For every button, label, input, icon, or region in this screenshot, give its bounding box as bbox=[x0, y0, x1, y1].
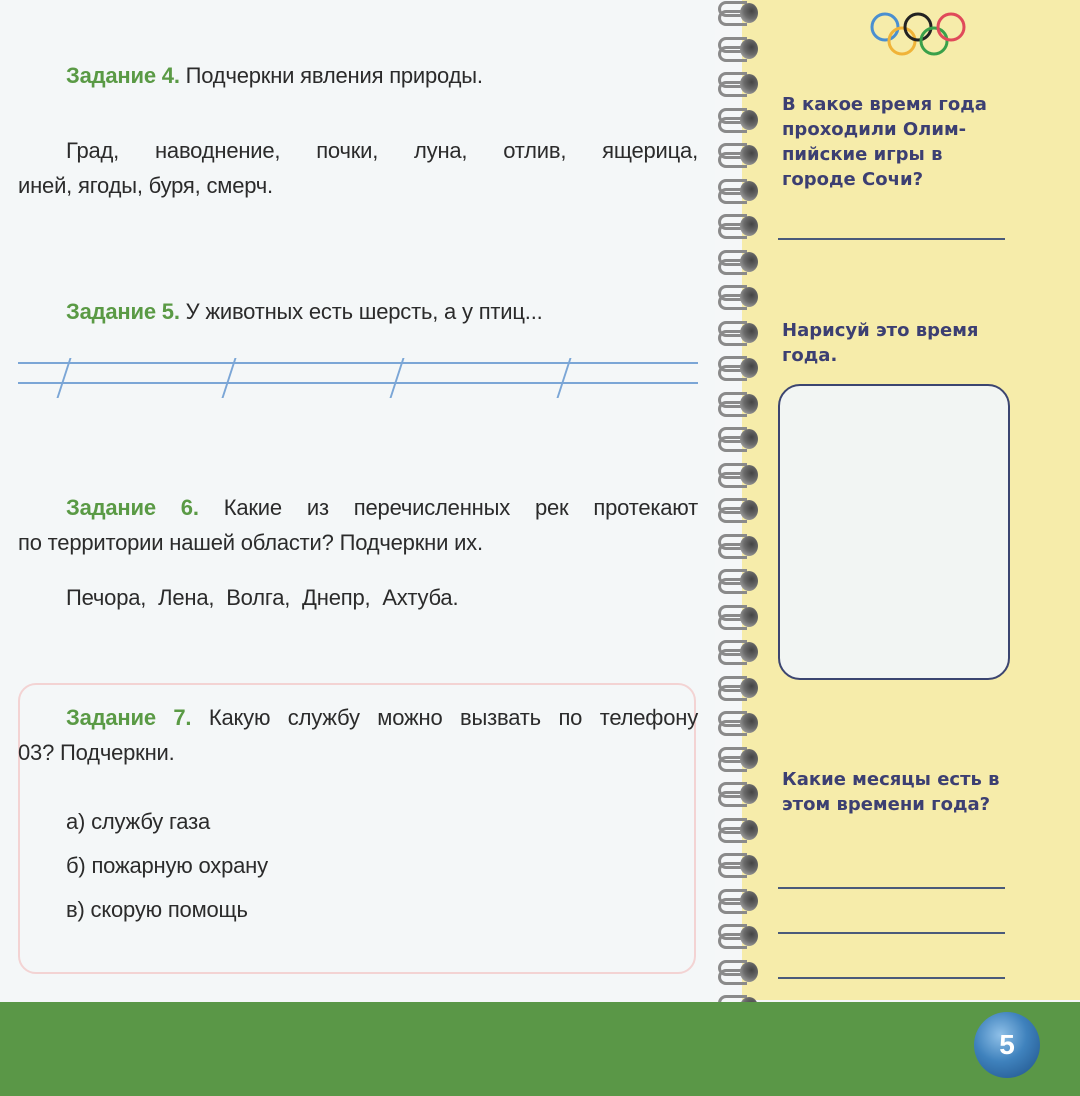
task-6-question-line1: Какие из перечисленных рек протекают bbox=[198, 495, 698, 520]
task-7-option-c[interactable]: в) скорую помощь bbox=[66, 897, 248, 922]
task-7-question-line1: Какую службу можно вызвать по телефону bbox=[191, 705, 698, 730]
task-6-options bbox=[18, 580, 698, 615]
spiral-ring bbox=[716, 36, 764, 62]
right-page bbox=[742, 0, 1080, 1000]
question-olympics-season bbox=[782, 92, 1022, 192]
footer-band bbox=[0, 1002, 1080, 1096]
task-5-question: У животных есть шерсть, а у птиц... bbox=[179, 299, 543, 324]
task-4-list-line2: иней, ягоды, буря, смерч. bbox=[18, 173, 273, 198]
task-4-question: Подчеркни явления природы. bbox=[179, 63, 483, 88]
task-6-rivers: Печора, Лена, Волга, Днепр, Ахтуба. bbox=[66, 585, 459, 610]
task-6-label: Задание 6. bbox=[66, 495, 199, 520]
task-4-list-line1: Град, наводнение, почки, луна, отлив, ящерица, bbox=[66, 138, 698, 163]
q1-line: городе Сочи? bbox=[782, 169, 924, 190]
spiral-ring bbox=[716, 923, 764, 949]
olympic-rings-icon bbox=[868, 10, 968, 62]
question-months bbox=[782, 767, 1022, 817]
task-7-label: Задание 7. bbox=[66, 705, 192, 730]
slash-mark bbox=[390, 358, 405, 398]
task-4 bbox=[18, 58, 698, 93]
answer-line[interactable] bbox=[778, 887, 1005, 889]
spiral-ring bbox=[716, 852, 764, 878]
q3-line: Какие месяцы есть в bbox=[782, 769, 1000, 790]
answer-line-1 bbox=[18, 362, 698, 364]
answer-line[interactable] bbox=[778, 977, 1005, 979]
question-draw-season bbox=[782, 318, 1022, 368]
answer-line[interactable] bbox=[778, 238, 1005, 240]
task-7 bbox=[18, 700, 698, 770]
slash-mark bbox=[557, 358, 572, 398]
spiral-ring bbox=[716, 0, 764, 26]
spiral-ring bbox=[716, 107, 764, 133]
q2-line: года. bbox=[782, 345, 838, 366]
task-5-label: Задание 5. bbox=[66, 299, 180, 324]
page-number-globe: 5 bbox=[974, 1012, 1040, 1078]
spiral-ring bbox=[716, 320, 764, 346]
spiral-ring bbox=[716, 710, 764, 736]
task-4-label: Задание 4. bbox=[66, 63, 180, 88]
q2-line: Нарисуй это время bbox=[782, 320, 979, 341]
task-7-question-line2: 03? Подчеркни. bbox=[18, 740, 175, 765]
spiral-ring bbox=[716, 533, 764, 559]
spiral-ring bbox=[716, 284, 764, 310]
spiral-ring bbox=[716, 781, 764, 807]
spiral-ring bbox=[716, 959, 764, 985]
spiral-ring bbox=[716, 639, 764, 665]
answer-line-2 bbox=[18, 382, 698, 384]
spiral-ring bbox=[716, 888, 764, 914]
spiral-ring bbox=[716, 213, 764, 239]
q3-line: этом времени года? bbox=[782, 794, 991, 815]
task-7-heading bbox=[18, 700, 698, 735]
task-4-heading bbox=[18, 58, 698, 93]
spiral-ring bbox=[716, 817, 764, 843]
spiral-ring bbox=[716, 675, 764, 701]
task-4-list bbox=[18, 133, 698, 203]
spiral-ring bbox=[716, 604, 764, 630]
spiral-ring bbox=[716, 355, 764, 381]
task-7-options bbox=[18, 800, 698, 932]
spiral-ring bbox=[716, 462, 764, 488]
slash-mark bbox=[57, 358, 72, 398]
task-6-question-line2: по территории нашей области? Подчеркни их. bbox=[18, 530, 483, 555]
spiral-ring bbox=[716, 426, 764, 452]
q1-line: пийские игры в bbox=[782, 144, 943, 165]
slash-mark bbox=[222, 358, 237, 398]
task-7-option-b[interactable]: б) пожарную охрану bbox=[66, 853, 268, 878]
task-6-heading bbox=[18, 490, 698, 525]
task-5-answer-lines[interactable] bbox=[18, 358, 698, 398]
spiral-ring bbox=[716, 497, 764, 523]
spiral-ring bbox=[716, 178, 764, 204]
task-7-option-a[interactable]: а) службу газа bbox=[66, 809, 211, 834]
q1-line: В какое время года bbox=[782, 94, 987, 115]
spiral-ring bbox=[716, 249, 764, 275]
spiral-ring bbox=[716, 568, 764, 594]
drawing-area[interactable] bbox=[778, 384, 1010, 680]
spiral-ring bbox=[716, 71, 764, 97]
task-5-heading bbox=[18, 294, 698, 329]
spiral-ring bbox=[716, 391, 764, 417]
q1-line: проходили Олим- bbox=[782, 119, 967, 140]
answer-line[interactable] bbox=[778, 932, 1005, 934]
task-6 bbox=[18, 490, 698, 560]
spiral-binding bbox=[712, 0, 770, 1000]
spiral-ring bbox=[716, 142, 764, 168]
spiral-ring bbox=[716, 746, 764, 772]
task-5 bbox=[18, 294, 698, 329]
